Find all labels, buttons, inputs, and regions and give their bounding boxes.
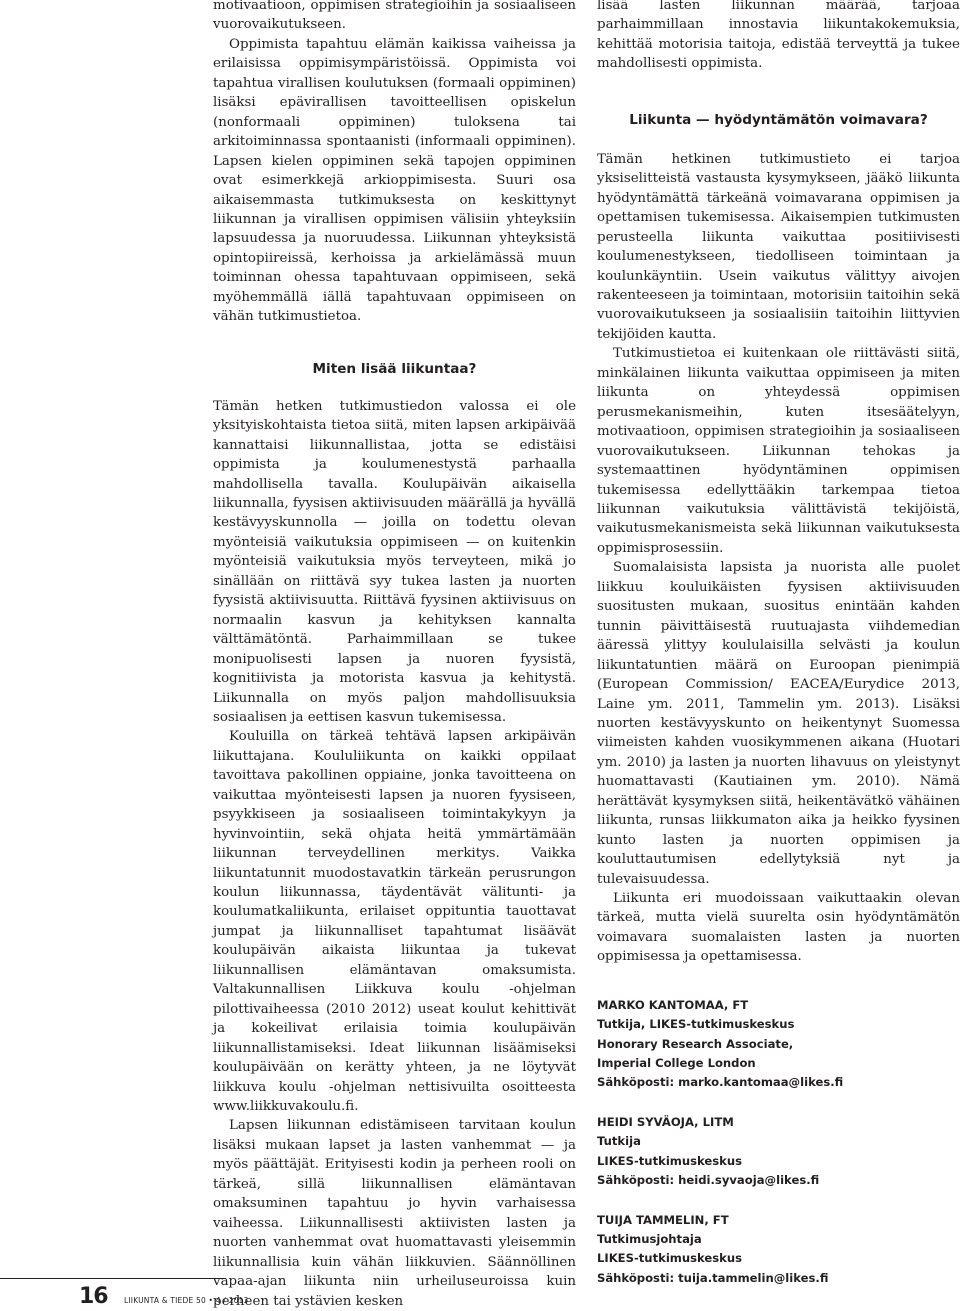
author-title: Honorary Research Associate,: [597, 1036, 794, 1051]
author-block: [597, 1211, 960, 1289]
author-email: Sähköposti: heidi.syvaoja@likes.fi: [597, 1173, 820, 1188]
paragraph: Tämän hetkinen tutkimustieto ei tarjoa yksiselitteistä vastausta kysymykseen, jääkö liikunta hyödyntämättä tärkeänä voimavarana oppimisen ja opettamisen tukemisessa. Aikaisempien tutkimusten perusteella liikunta vaikuttaa positiivisesti koulumenestykseen, tiedolliseen toimintaan ja koulunkäyntiin. Usein vaikutus välittyy aivojen rakenteeseen ja toimintaan, motorisiin taitoihin sekä vuorovaikutukseen ja sosiaalisiin taitoihin liittyvien tekijöiden kautta.: [597, 151, 960, 342]
paragraph: Kouluilla on tärkeä tehtävä lapsen arkipäivän liikuttajana. Koululiikunta on kaikki oppilaat tavoittava pakollinen oppiaine, jonka tavoitteena on vaikuttaa myönteisesti lapsen ja nuoren fyysiseen, psyykkiseen ja sosiaaliseen toimintakykyyn ja hyvinvointiin, sekä ohjata heitä ymmärtämään liikunnan terveydellinen merkitys. Vaikka liikuntatunnit muodostavatkin tärkeän perusrungon koulun liikunnassa, täydentävät välitunti- ja koulumatkaliikunta, erilaiset oppituntia tauottavat jumpat ja liikunnalliset tapahtumat lisäävät koulupäivän aikaista liikuntaa ja tukevat liikunnallisen elämäntavan omaksumista. Valtakunnallisen Liikkuva koulu -ohjelman pilottivaiheessa (2010 2012) useat koulut kehittivät ja kokeilivat erilaisia toimia koulupäivän liikunnallistamiseksi. Ideat liikunnan lisäämiseksi koulupäivään on kerätty yhteen, ja ne löytyvät liikkuva koulu -ohjelman nettisivuilta osoitteesta www.liikkuvakoulu.fi.: [213, 729, 576, 1115]
author-title: Tutkimusjohtaja: [597, 1231, 702, 1246]
paragraph: Suomalaisista lapsista ja nuorista alle puolet liikkuu kouluikäisten fyysisen aktiivisuuden suositusten mukaan, suositus enintään kahden tunnin päivittäisestä ruutuajasta viihdemedian ääressä ylittyy koululaisilla selvästi ja koulun liikuntatuntien määrä on Euroopan pienimpiä (European Commission/ EACEA/Eurydice 2013, Laine ym. 2011, Tammelin ym. 2013). Lisäksi nuorten kestävyyskunto on heikentynyt Suomessa viimeisten kahden vuosikymmenen aikana (Huotari ym. 2010) ja lasten ja nuorten lihavuus on yleistynyt huomattavasti (Kautiainen ym. 2010). Nämä herättävät kysymyksen siitä, heikentävätkö vähäinen liikunta, runsas liikkumaton aika ja heikko fyysinen kunto lasten ja nuorten oppimisen ja kouluttautumisen edellytyksiä nyt ja tulevaisuudessa.: [597, 560, 960, 887]
author-affiliation: LIKES-tutkimuskeskus: [597, 1153, 743, 1168]
left-column: [213, 0, 576, 1311]
paragraph: Tämän hetken tutkimustiedon valossa ei ole yksityiskohtaista tietoa siitä, miten lapsen arkipäivää kannattaisi liikunnallistaa, jotta se edistäisi oppimista ja koulumenestystä parhaalla mahdollisella tavalla. Koulupäivän aikaisella liikunnalla, fyysisen aktiivisuuden määrällä ja hyvällä kestävyyskunnolla — joilla on todettu olevan myönteisiä vaikutuksia oppimiseen — on kuitenkin myönteisiä vaikutuksia myös terveyteen, mikä jo sinällään on riittävä syy tukea lasten ja nuorten fyysistä aktiivisuutta. Riittävä fyysinen aktiivisuus on normaalin kasvun ja kehityksen kannalta välttämätöntä. Parhaimmillaan se tukee monipuolisesti lapsen ja nuoren fyysistä, kognitiivista ja motorista kasvua ja kehitystä. Liikunnalla on myös paljon mahdollisuuksia sosiaalisen ja eettisen kasvun tukemisessa.: [213, 398, 576, 725]
author-name: MARKO KANTOMAA, FT: [597, 997, 749, 1012]
author-block: [597, 996, 960, 1093]
author-affiliation: LIKES-tutkimuskeskus: [597, 1251, 743, 1266]
author-title: Tutkija, LIKES-tutkimuskeskus: [597, 1017, 795, 1032]
right-column: [597, 0, 960, 1288]
author-affiliation: Imperial College London: [597, 1056, 756, 1071]
paragraph: Lapsen liikunnan edistämiseen tarvitaan koulun lisäksi mukaan lapset ja lasten vanhemmat — ja myös päättäjät. Erityisesti kodin ja perheen rooli on tärkeä, sillä liikunnallisen elämäntavan omaksuminen tapahtuu jo hyvin varhaisessa vaiheessa. Liikunnallisesti aktiivisten lasten ja nuorten vanhemmat ovat huomattavasti yleisemmin liikunnallisia kuin vähän liikkuvien. Säännöllinen vapaa-ajan liikunta niin urheiluseuroissa kuin perheen tai ystävien kesken: [213, 1118, 576, 1309]
paragraph: Tutkimustietoa ei kuitenkaan ole riittävästi siitä, minkälainen liikunta vaikuttaa oppimiseen ja miten liikunta on yhteydessä oppimisen perusmekanismeihin, kuten itsesäätelyyn, motivaatioon, oppimisen strategioihin ja sosiaaliseen vuorovaikutukseen. Liikunnan tehokas ja systemaattinen hyödyntäminen oppimisen tukemisessa edellyttääkin tarkempaa tietoa liikunnan vaikutuksia välittävistä tekijöistä, vaikutusmekanismeista sekä liikunnan vaikutuksesta oppimisprosessiin.: [597, 346, 960, 556]
author-block: [597, 1113, 960, 1191]
footer-rule: [0, 1278, 226, 1279]
author-email: Sähköposti: tuija.tammelin@likes.fi: [597, 1270, 829, 1285]
author-name: TUIJA TAMMELIN, FT: [597, 1212, 729, 1227]
paragraph: Oppimista tapahtuu elämän kaikissa vaiheissa ja erilaisissa oppimisympäristöissä. Oppimista voi tapahtua virallisen koulutuksen (formaali oppiminen) lisäksi epävirallisen tavoitteellisen opiskelun (nonformaali oppiminen) tuloksena tai arkitoiminnassa spontaanisti (informaali oppiminen). Lapsen kielen oppiminen sekä tapojen oppiminen ovat esimerkkejä arkioppimisesta. Suuri osa aikaisemmasta tutkimuksesta on keskittynyt liikunnan ja virallisen oppimisen välisiin yhteyksiin lapsuudessa ja nuoruudessa. Liikunnan yhteyksistä opintopiireissä, kerhoissa ja arkielämässä muun toiminnan ohessa tapahtuvaan oppimiseen, sekä myöhemmällä iällä tapahtuvaan oppimiseen on vähän tutkimustietoa.: [213, 36, 576, 325]
author-name: HEIDI SYVÄOJA, LITM: [597, 1114, 734, 1129]
paragraph: Liikunta eri muodoissaan vaikuttaakin olevan tärkeä, mutta vielä suurelta osin hyödyntämätön voimavara suomalaisten lasten ja nuorten oppimisessa ja opettamisessa.: [597, 891, 960, 965]
author-title: Tutkija: [597, 1134, 641, 1149]
section-heading: Miten lisää liikuntaa?: [312, 360, 477, 377]
page-number: 16: [79, 1284, 108, 1309]
journal-footer: LIIKUNTA & TIEDE 50 • 4 / 2013: [124, 1296, 249, 1305]
paragraph: lisää lasten liikunnan määrää, tarjoaa parhaimmillaan innostavia liikuntakokemuksia, kehittää motorisia taitoja, edistää terveyttä ja tukee mahdollisesti oppimista.: [597, 0, 960, 72]
section-heading: Liikunta — hyödyntämätön voimavara?: [629, 111, 928, 128]
author-email: Sähköposti: marko.kantomaa@likes.fi: [597, 1075, 844, 1090]
author-list: [597, 996, 960, 1288]
paragraph: motivaatioon, oppimisen strategioihin ja sosiaaliseen vuorovaikutukseen.: [213, 0, 576, 33]
